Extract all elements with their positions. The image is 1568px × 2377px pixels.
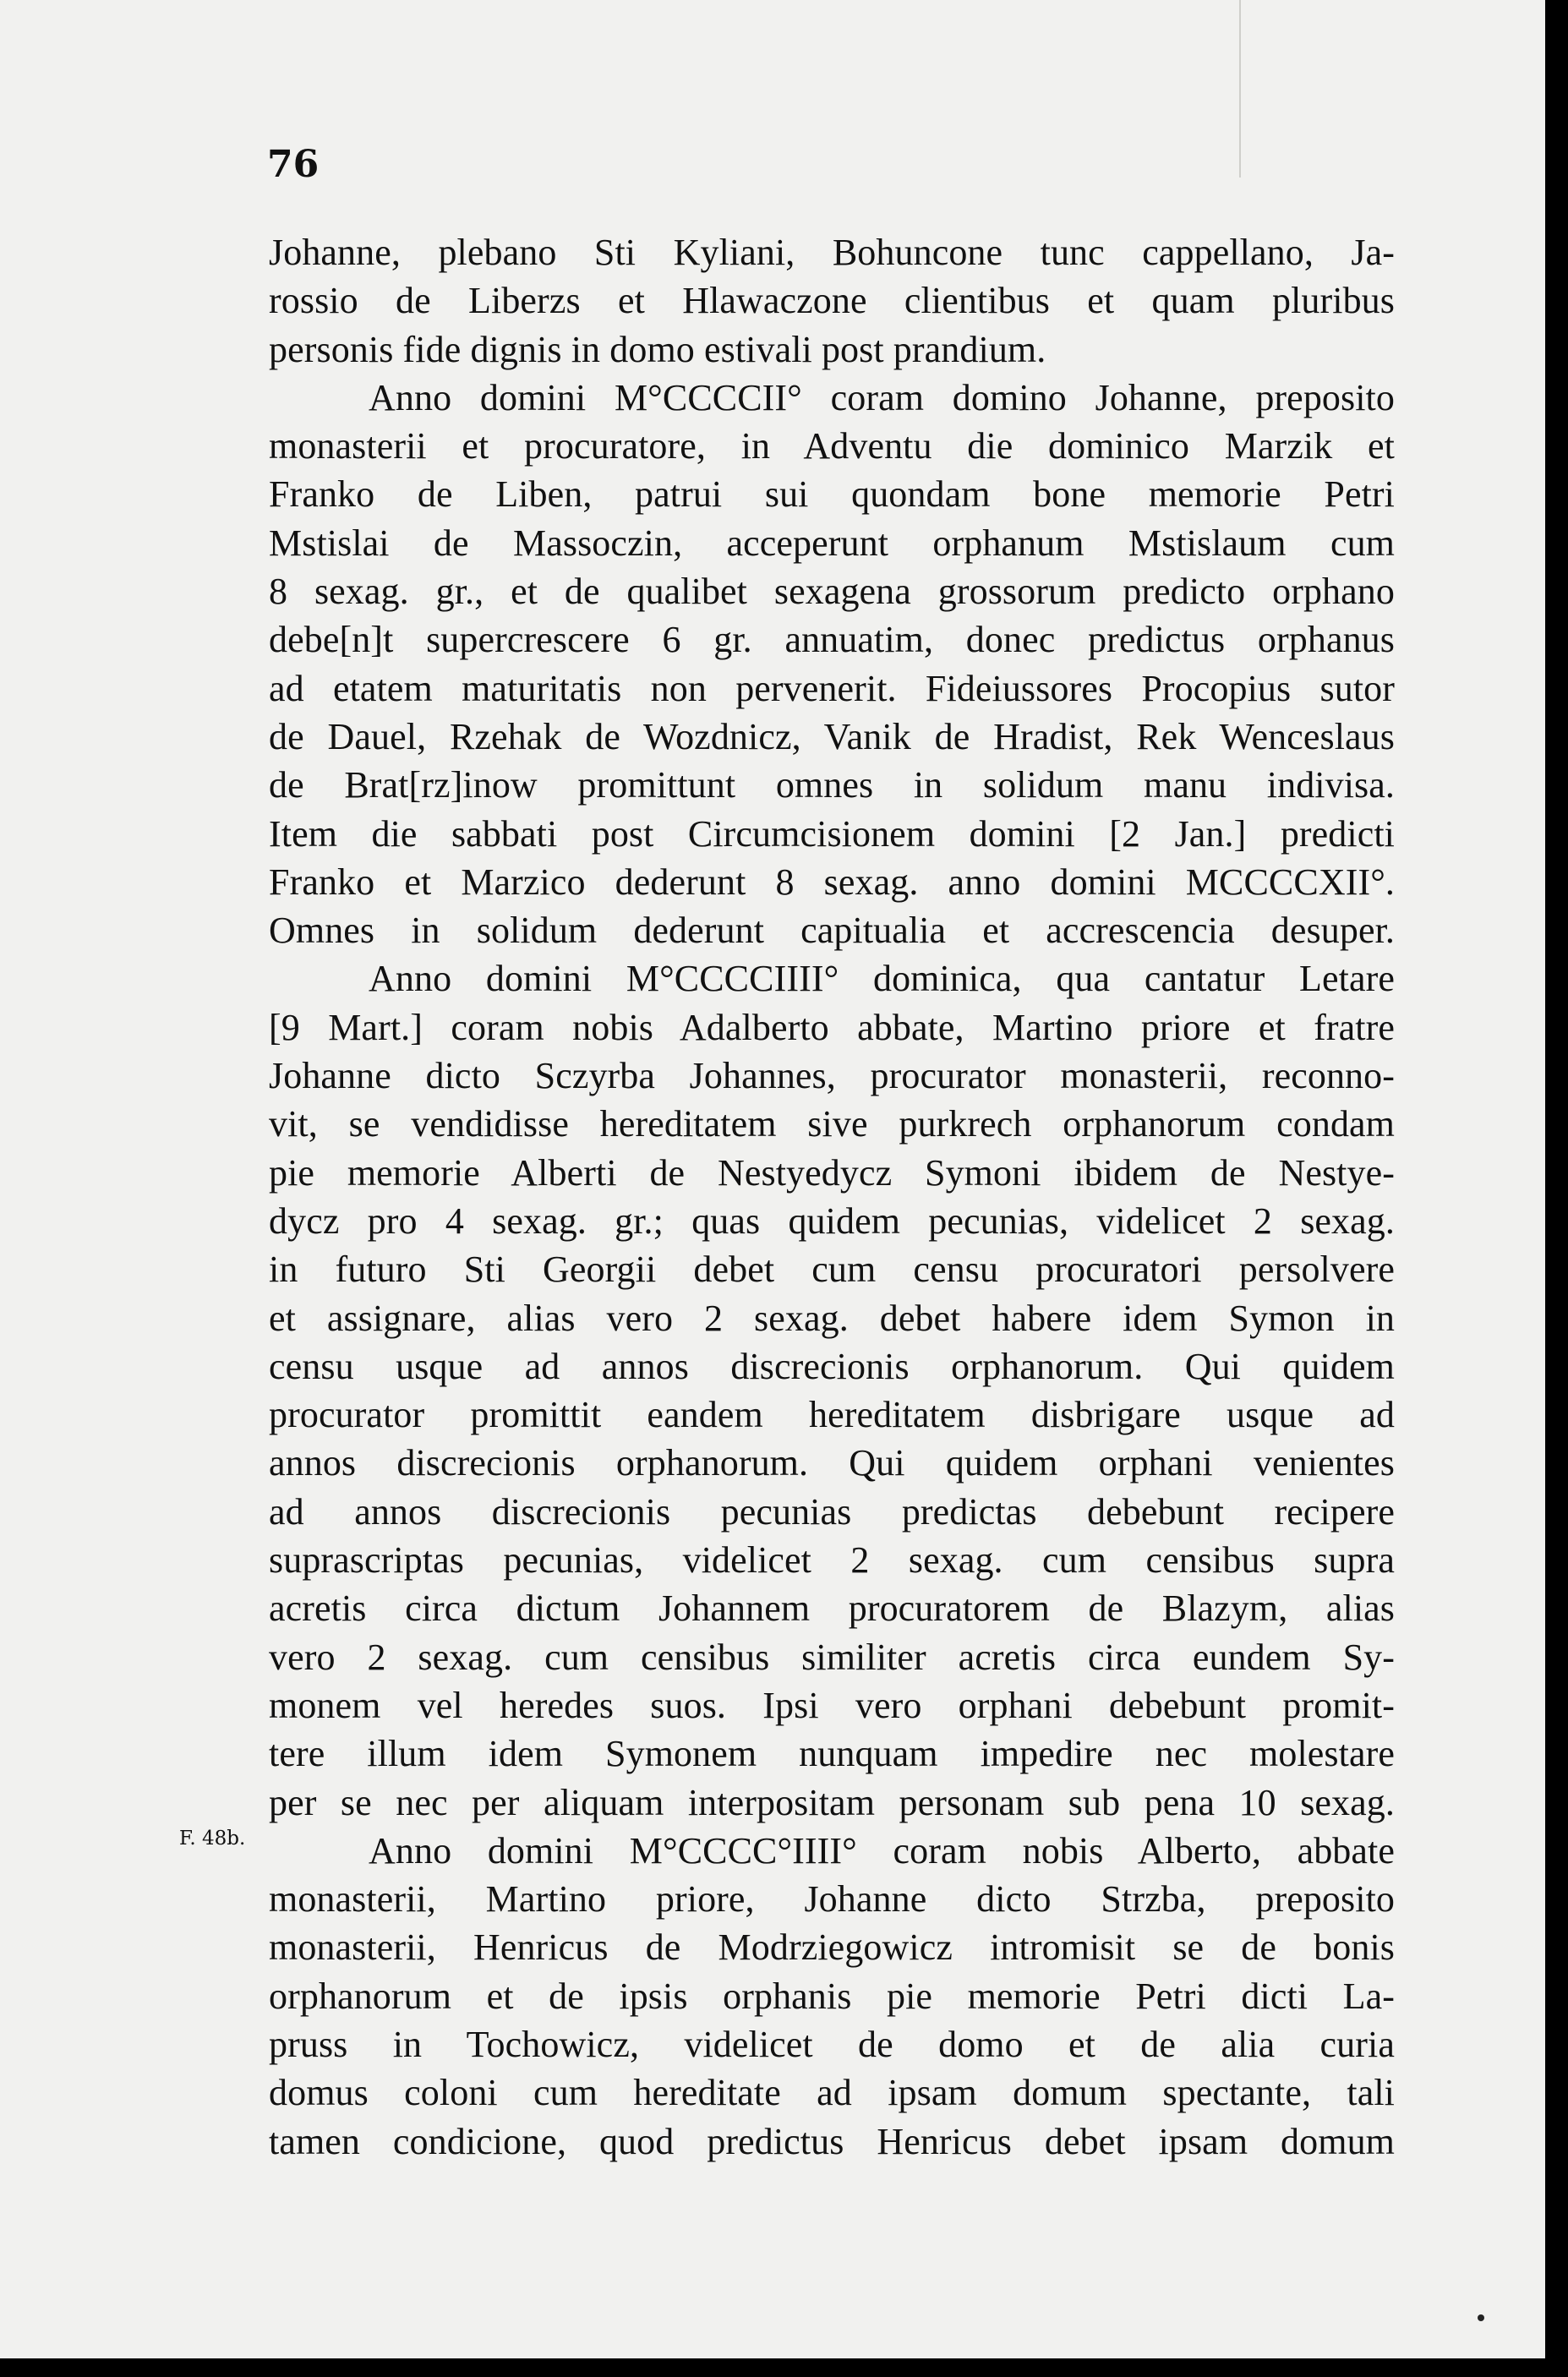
text-line: monem vel heredes suos. Ipsi vero orphani debebunt promit- bbox=[269, 1684, 1395, 1726]
text-line: 8 sexag. gr., et de qualibet sexagena grossorum predicto orphano bbox=[269, 571, 1395, 613]
text-line: et assignare, alias vero 2 sexag. debet habere idem Symon in bbox=[269, 1297, 1395, 1339]
text-line: in futuro Sti Georgii debet cum censu procuratori persolvere bbox=[269, 1249, 1395, 1291]
text-line: procurator promittit eandem hereditatem disbrigare usque ad bbox=[269, 1394, 1395, 1436]
text-line: tamen condicione, quod predictus Henricus debet ipsam domum bbox=[269, 2120, 1395, 2162]
text-line: monasterii, Martino priore, Johanne dicto Strzba, preposito bbox=[269, 1878, 1395, 1921]
text-line: censu usque ad annos discrecionis orphanorum. Qui quidem bbox=[269, 1345, 1395, 1387]
text-line: vero 2 sexag. cum censibus similiter acretis circa eundem Sy- bbox=[269, 1636, 1395, 1678]
text-line: personis fide dignis in domo estivali post prandium. bbox=[269, 328, 1046, 370]
text-line: orphanorum et de ipsis orphanis pie memorie Petri dicti La- bbox=[269, 1975, 1395, 2017]
scan-speck bbox=[1478, 2314, 1484, 2321]
text-line: suprascriptas pecunias, videlicet 2 sexag. cum censibus supra bbox=[269, 1539, 1395, 1582]
text-line: Item die sabbati post Circumcisionem domini [2 Jan.] predicti bbox=[269, 812, 1395, 855]
text-line: debe[n]t supercrescere 6 gr. annuatim, donec predictus orphanus bbox=[269, 619, 1395, 661]
text-line: pie memorie Alberti de Nestyedycz Symoni ibidem de Nestye- bbox=[269, 1151, 1395, 1194]
page-number: 76 bbox=[267, 143, 320, 186]
folio-margin-note: F. 48b. bbox=[179, 1828, 246, 1850]
text-line: ad etatem maturitatis non pervenerit. Fideiussores Procopius sutor bbox=[269, 667, 1395, 709]
text-line: Anno domini M°CCCCII° coram domino Johanne, preposito bbox=[369, 376, 1395, 418]
text-line: pruss in Tochowicz, videlicet de domo et de alia curia bbox=[269, 2023, 1395, 2065]
text-line: monasterii, Henricus de Modrziegowicz intromisit se de bonis bbox=[269, 1926, 1395, 1969]
text-line: per se nec per aliquam interpositam personam sub pena 10 sexag. bbox=[269, 1781, 1395, 1823]
text-line: Johanne, plebano Sti Kyliani, Bohuncone tunc cappellano, Ja- bbox=[269, 232, 1395, 273]
text-line: monasterii et procuratore, in Adventu die dominico Marzik et bbox=[269, 425, 1395, 467]
text-line: dycz pro 4 sexag. gr.; quas quidem pecunias, videlicet 2 sexag. bbox=[269, 1199, 1395, 1242]
text-line: acretis circa dictum Johannem procuratorem de Blazym, alias bbox=[269, 1587, 1395, 1630]
text-line: Franko et Marzico dederunt 8 sexag. anno domini MCCCCXII°. bbox=[269, 861, 1395, 903]
text-line: domus coloni cum hereditate ad ipsam domum spectante, tali bbox=[269, 2072, 1395, 2114]
text-line: [9 Mart.] coram nobis Adalberto abbate, Martino priore et fratre bbox=[269, 1006, 1395, 1048]
text-line: vit, se vendidisse hereditatem sive purkrech orphanorum condam bbox=[269, 1103, 1395, 1145]
text-line: Anno domini M°CCCCIIII° dominica, qua cantatur Letare bbox=[369, 958, 1395, 1000]
text-line: Johanne dicto Sczyrba Johannes, procurator monasterii, reconno- bbox=[269, 1055, 1395, 1097]
text-line: rossio de Liberzs et Hlawaczone clientibus et quam pluribus bbox=[269, 280, 1395, 322]
text-line: de Dauel, Rzehak de Wozdnicz, Vanik de Hradist, Rek Wenceslaus bbox=[269, 715, 1395, 757]
text-line: Mstislai de Massoczin, acceperunt orphanum Mstislaum cum bbox=[269, 522, 1395, 564]
page-edge-line bbox=[1239, 0, 1241, 178]
text-line: Anno domini M°CCCC°IIII° coram nobis Alberto, abbate bbox=[369, 1829, 1395, 1872]
body-text bbox=[269, 228, 1395, 2166]
text-line: de Brat[rz]inow promittunt omnes in solidum manu indivisa. bbox=[269, 764, 1395, 806]
text-line: annos discrecionis orphanorum. Qui quidem orphani venientes bbox=[269, 1442, 1395, 1484]
text-line: ad annos discrecionis pecunias predictas debebunt recipere bbox=[269, 1490, 1395, 1533]
text-line: Omnes in solidum dederunt capitualia et accrescencia desuper. bbox=[269, 910, 1395, 952]
text-line: Franko de Liben, patrui sui quondam bone memorie Petri bbox=[269, 473, 1395, 516]
text-line: tere illum idem Symonem nunquam impedire nec molestare bbox=[269, 1733, 1395, 1775]
